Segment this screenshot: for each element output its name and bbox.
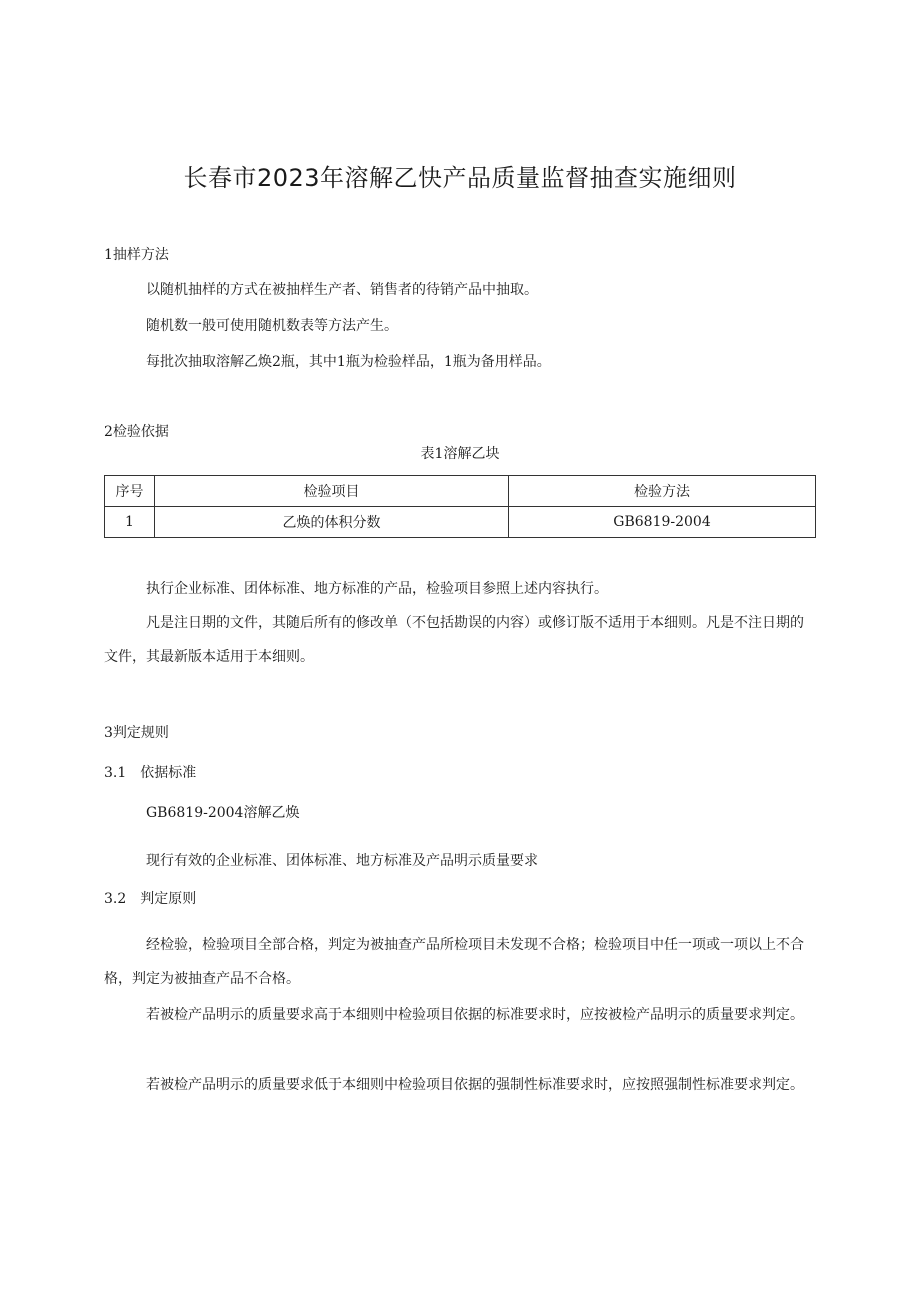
section-1-paragraph-3: 每批次抽取溶解乙焕2瓶，其中1瓶为检验样品，1瓶为备用样品。 — [146, 354, 551, 370]
section-2-paragraph-2: 凡是注日期的文件，其随后所有的修改单（不包括勘误的内容）或修订版不适用于本细则。凡是不注日期的文件，其最新版本适用于本细则。 — [104, 615, 804, 665]
table-cell: 乙焕的体积分数 — [155, 507, 509, 538]
table-header-cell: 序号 — [105, 476, 155, 507]
document-title: 长春市2023年溶解乙快产品质量监督抽查实施细则 — [183, 164, 737, 192]
table-caption: 表1溶解乙块 — [420, 446, 500, 462]
section-3-2-paragraph-2: 若被检产品明示的质量要求高于本细则中检验项目依据的标准要求时，应按被检产品明示的质量要求判定。 — [146, 1007, 804, 1023]
section-3-2-paragraph-1: 经检验，检验项目全部合格，判定为被抽查产品所检项目未发现不合格；检验项目中任一项或一项以上不合格，判定为被抽查产品不合格。 — [104, 937, 804, 987]
section-2-paragraph-1: 执行企业标准、团体标准、地方标准的产品，检验项目参照上述内容执行。 — [146, 581, 608, 597]
table-row — [105, 507, 816, 538]
section-3-2-heading: 3.2 判定原则 — [104, 891, 197, 907]
inspection-table — [104, 475, 816, 538]
section-3-1-paragraph-2: 现行有效的企业标准、团体标准、地方标准及产品明示质量要求 — [146, 853, 538, 869]
section-1-heading: 1抽样方法 — [104, 247, 169, 263]
table-header-row — [105, 476, 816, 507]
table-header-cell: 检验方法 — [509, 476, 816, 507]
section-3-2-paragraph-3: 若被检产品明示的质量要求低于本细则中检验项目依据的强制性标准要求时，应按照强制性标准要求判定。 — [146, 1077, 804, 1093]
table-cell: GB6819-2004 — [509, 507, 816, 538]
section-2-heading: 2检验依据 — [104, 424, 169, 440]
table-header-cell: 检验项目 — [155, 476, 509, 507]
table-cell: 1 — [105, 507, 155, 538]
section-3-1-heading: 3.1 依据标准 — [104, 765, 197, 781]
section-3-1-paragraph-1: GB6819-2004溶解乙焕 — [146, 805, 300, 821]
section-1-paragraph-2: 随机数一般可使用随机数表等方法产生。 — [146, 318, 398, 334]
section-1-paragraph-1: 以随机抽样的方式在被抽样生产者、销售者的待销产品中抽取。 — [146, 282, 538, 298]
section-3-heading: 3判定规则 — [104, 725, 169, 741]
